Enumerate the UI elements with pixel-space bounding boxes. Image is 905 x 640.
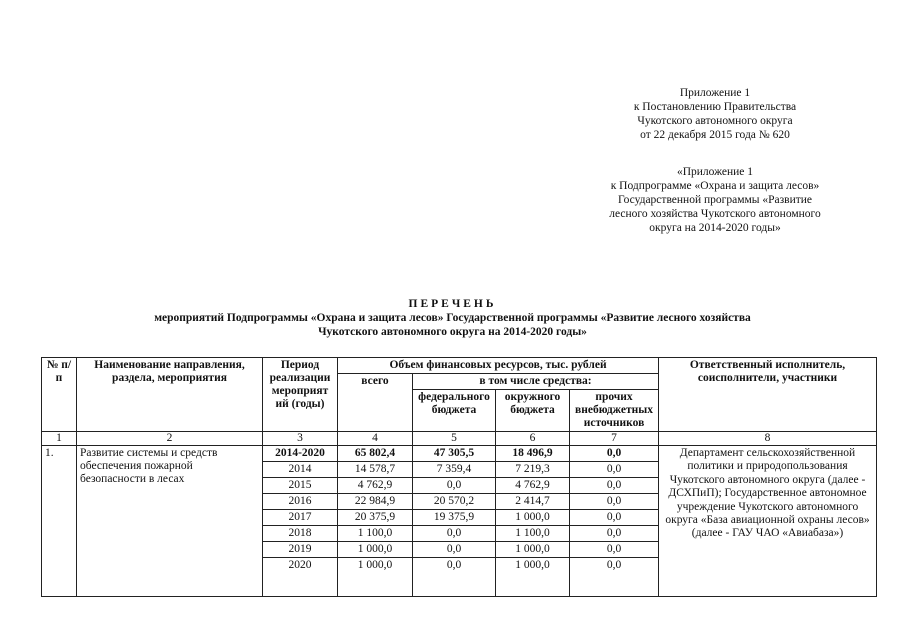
appendix-line: Чукотского автономного округа [637,115,793,127]
column-number: 3 [263,432,338,446]
item-number: 1. [42,446,77,597]
row-district: 7 219,3 [496,462,570,478]
appendix-program-line: Государственной программы «Развитие [617,194,813,206]
header-num: № п/п [42,358,77,432]
appendix-program-line: лесного хозяйства Чукотского автономного [609,208,821,220]
row-total: 1 100,0 [338,526,413,542]
row-district: 2 414,7 [496,494,570,510]
document-heading [80,297,825,339]
row-federal: 20 570,2 [413,494,496,510]
column-number: 2 [77,432,263,446]
header-district: окружного бюджета [496,390,570,432]
row-period: 2014 [263,462,338,478]
appendix-program-line: округа на 2014-2020 годы» [649,222,781,234]
row-total: 22 984,9 [338,494,413,510]
row-federal: 0,0 [413,558,496,597]
column-numbers-row [42,432,877,446]
column-number: 8 [659,432,877,446]
row-total: 65 802,4 [338,446,413,462]
row-total: 4 762,9 [338,478,413,494]
row-district: 18 496,9 [496,446,570,462]
row-period: 2015 [263,478,338,494]
row-district: 1 000,0 [496,542,570,558]
row-period: 2017 [263,510,338,526]
appendix-block [580,86,850,142]
row-district: 1 100,0 [496,526,570,542]
document-subtitle-line: Чукотского автономного округа на 2014-2020 годы» [318,326,587,338]
row-federal: 0,0 [413,542,496,558]
row-other: 0,0 [570,478,659,494]
row-other: 0,0 [570,526,659,542]
row-district: 4 762,9 [496,478,570,494]
row-other: 0,0 [570,462,659,478]
document-subtitle-line: мероприятий Подпрограммы «Охрана и защита лесов» Государственной программы «Развитие лесного хозяйства [154,312,751,324]
row-total: 20 375,9 [338,510,413,526]
column-number: 4 [338,432,413,446]
measures-table [41,357,877,597]
row-other: 0,0 [570,542,659,558]
row-period: 2014-2020 [263,446,338,462]
document-title: ПЕРЕЧЕНЬ [408,298,497,310]
row-other: 0,0 [570,510,659,526]
table-row [42,446,877,462]
row-other: 0,0 [570,558,659,597]
row-other: 0,0 [570,446,659,462]
column-number: 5 [413,432,496,446]
appendix-line: от 22 декабря 2015 года № 620 [640,129,790,141]
row-district: 1 000,0 [496,510,570,526]
header-total: всего [338,374,413,432]
header-responsible: Ответственный исполнитель, соисполнители, участники [659,358,877,432]
header-including: в том числе средства: [413,374,659,390]
appendix-program-line: «Приложение 1 [676,166,754,178]
row-period: 2016 [263,494,338,510]
row-other: 0,0 [570,494,659,510]
header-volume: Объем финансовых ресурсов, тыс. рублей [338,358,659,374]
row-total: 14 578,7 [338,462,413,478]
row-federal: 0,0 [413,478,496,494]
row-total: 1 000,0 [338,558,413,597]
row-period: 2018 [263,526,338,542]
row-period: 2020 [263,558,338,597]
header-period: Период реализации мероприят ий (годы) [263,358,338,432]
appendix-line: Приложение 1 [679,87,751,99]
header-other: прочих внебюджетных источников [570,390,659,432]
row-federal: 47 305,5 [413,446,496,462]
header-name: Наименование направления, раздела, мероприятия [77,358,263,432]
row-district: 1 000,0 [496,558,570,597]
item-responsible: Департамент сельскохозяйственной политики и природопользования Чукотского автономного округа (далее - ДСХПиП); Государственное автономное учреждение Чукотского автономного округа «База авиационной охраны лесов» (далее - ГАУ ЧАО «Авиабаза») [659,446,877,597]
row-period: 2019 [263,542,338,558]
appendix-program-block [565,165,865,235]
column-number: 6 [496,432,570,446]
column-number: 7 [570,432,659,446]
appendix-line: к Постановлению Правительства [633,101,797,113]
appendix-program-line: к Подпрограмме «Охрана и защита лесов» [610,180,820,192]
row-total: 1 000,0 [338,542,413,558]
header-federal: федерального бюджета [413,390,496,432]
row-federal: 19 375,9 [413,510,496,526]
row-federal: 0,0 [413,526,496,542]
column-number: 1 [42,432,77,446]
item-name: Развитие системы и средств обеспечения пожарной безопасности в лесах [77,446,263,597]
row-federal: 7 359,4 [413,462,496,478]
